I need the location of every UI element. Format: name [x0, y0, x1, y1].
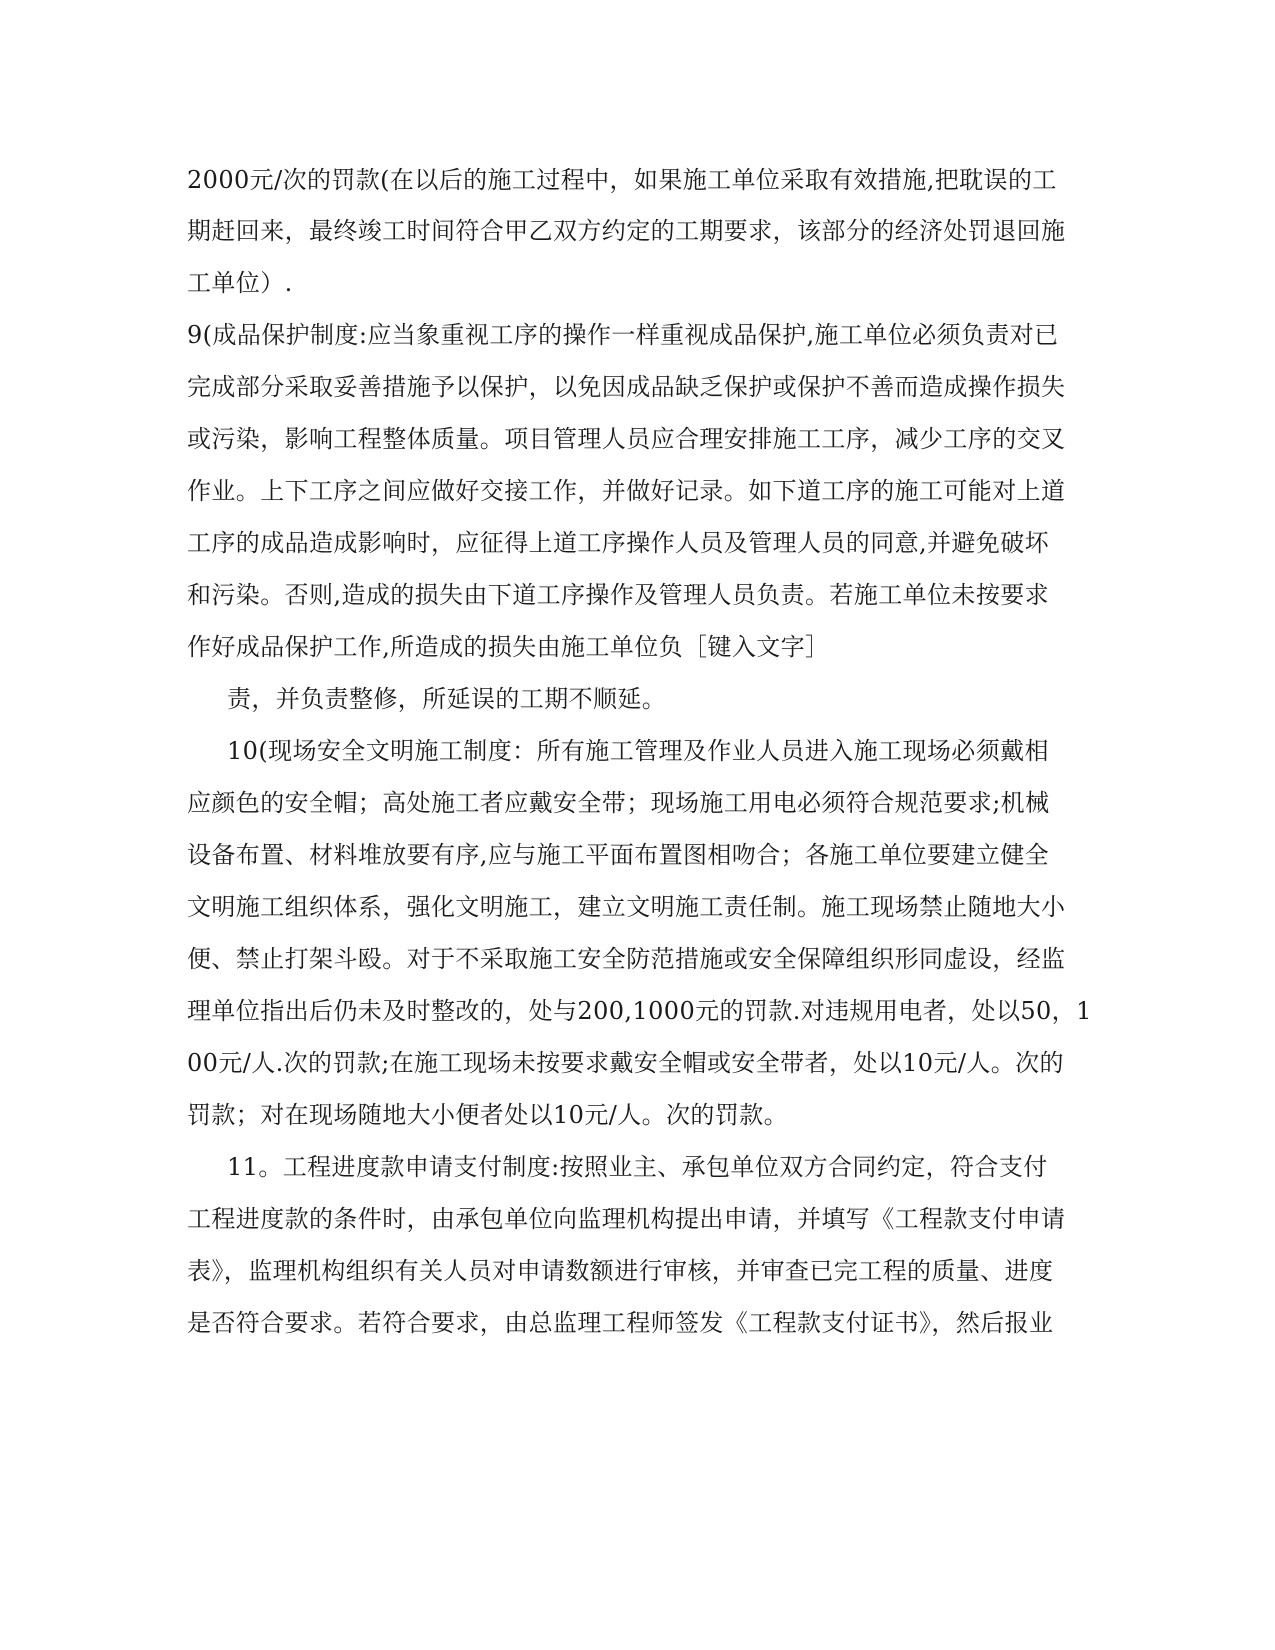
text-line: 2000元/次的罚款(在以后的施工过程中，如果施工单位采取有效措施,把耽误的工 — [187, 166, 1057, 194]
text-line: 责，并负责整修，所延误的工期不顺延。 — [227, 685, 667, 713]
text-line: 和污染。否则,造成的损失由下道工序操作及管理人员负责。若施工单位未按要求 — [187, 581, 1050, 609]
text-line: 期赶回来，最终竣工时间符合甲乙双方约定的工期要求，该部分的经济处罚退回施 — [187, 217, 1066, 245]
text-line: 或污染，影响工程整体质量。项目管理人员应合理安排施工工序，减少工序的交叉 — [187, 425, 1066, 453]
text-line: 应颜色的安全帽；高处施工者应戴安全带；现场施工用电必须符合规范要求;机械 — [187, 789, 1050, 817]
text-line: 完成部分采取妥善措施予以保护，以免因成品缺乏保护或保护不善而造成操作损失 — [187, 373, 1066, 401]
text-line: 11。工程进度款申请支付制度:按照业主、承包单位双方合同约定，符合支付 — [227, 1153, 1048, 1181]
text-line: 便、禁止打架斗殴。对于不采取施工安全防范措施或安全保障组织形同虚设，经监 — [187, 945, 1066, 973]
text-line: 工单位）. — [187, 269, 293, 297]
text-line: 00元/人.次的罚款;在施工现场未按要求戴安全帽或安全带者，处以10元/人。次的 — [187, 1049, 1064, 1077]
text-line: 设备布置、材料堆放要有序,应与施工平面布置图相吻合；各施工单位要建立健全 — [187, 841, 1050, 869]
text-line: 作好成品保护工作,所造成的损失由施工单位负［键入文字］ — [187, 633, 830, 661]
text-line: 10(现场安全文明施工制度：所有施工管理及作业人员进入施工现场必须戴相 — [227, 737, 1049, 765]
text-line: 罚款；对在现场随地大小便者处以10元/人。次的罚款。 — [187, 1101, 789, 1129]
text-line: 9(成品保护制度:应当象重视工序的操作一样重视成品保护,施工单位必须负责对已 — [187, 321, 1059, 349]
text-line: 工程进度款的条件时，由承包单位向监理机构提出申请，并填写《工程款支付申请 — [187, 1205, 1066, 1233]
text-line: 表》，监理机构组织有关人员对申请数额进行审核，并审查已完工程的质量、进度 — [187, 1257, 1054, 1285]
text-line: 工序的成品造成影响时，应征得上道工序操作人员及管理人员的同意,并避免破坏 — [187, 529, 1050, 557]
text-line: 是否符合要求。若符合要求，由总监理工程师签发《工程款支付证书》，然后报业 — [187, 1309, 1054, 1337]
text-line: 理单位指出后仍未及时整改的，处与200,1000元的罚款.对违规用电者，处以50，1 — [187, 997, 1092, 1025]
text-line: 作业。上下工序之间应做好交接工作，并做好记录。如下道工序的施工可能对上道 — [187, 477, 1066, 505]
text-line: 文明施工组织体系，强化文明施工，建立文明施工责任制。施工现场禁止随地大小 — [187, 893, 1066, 921]
